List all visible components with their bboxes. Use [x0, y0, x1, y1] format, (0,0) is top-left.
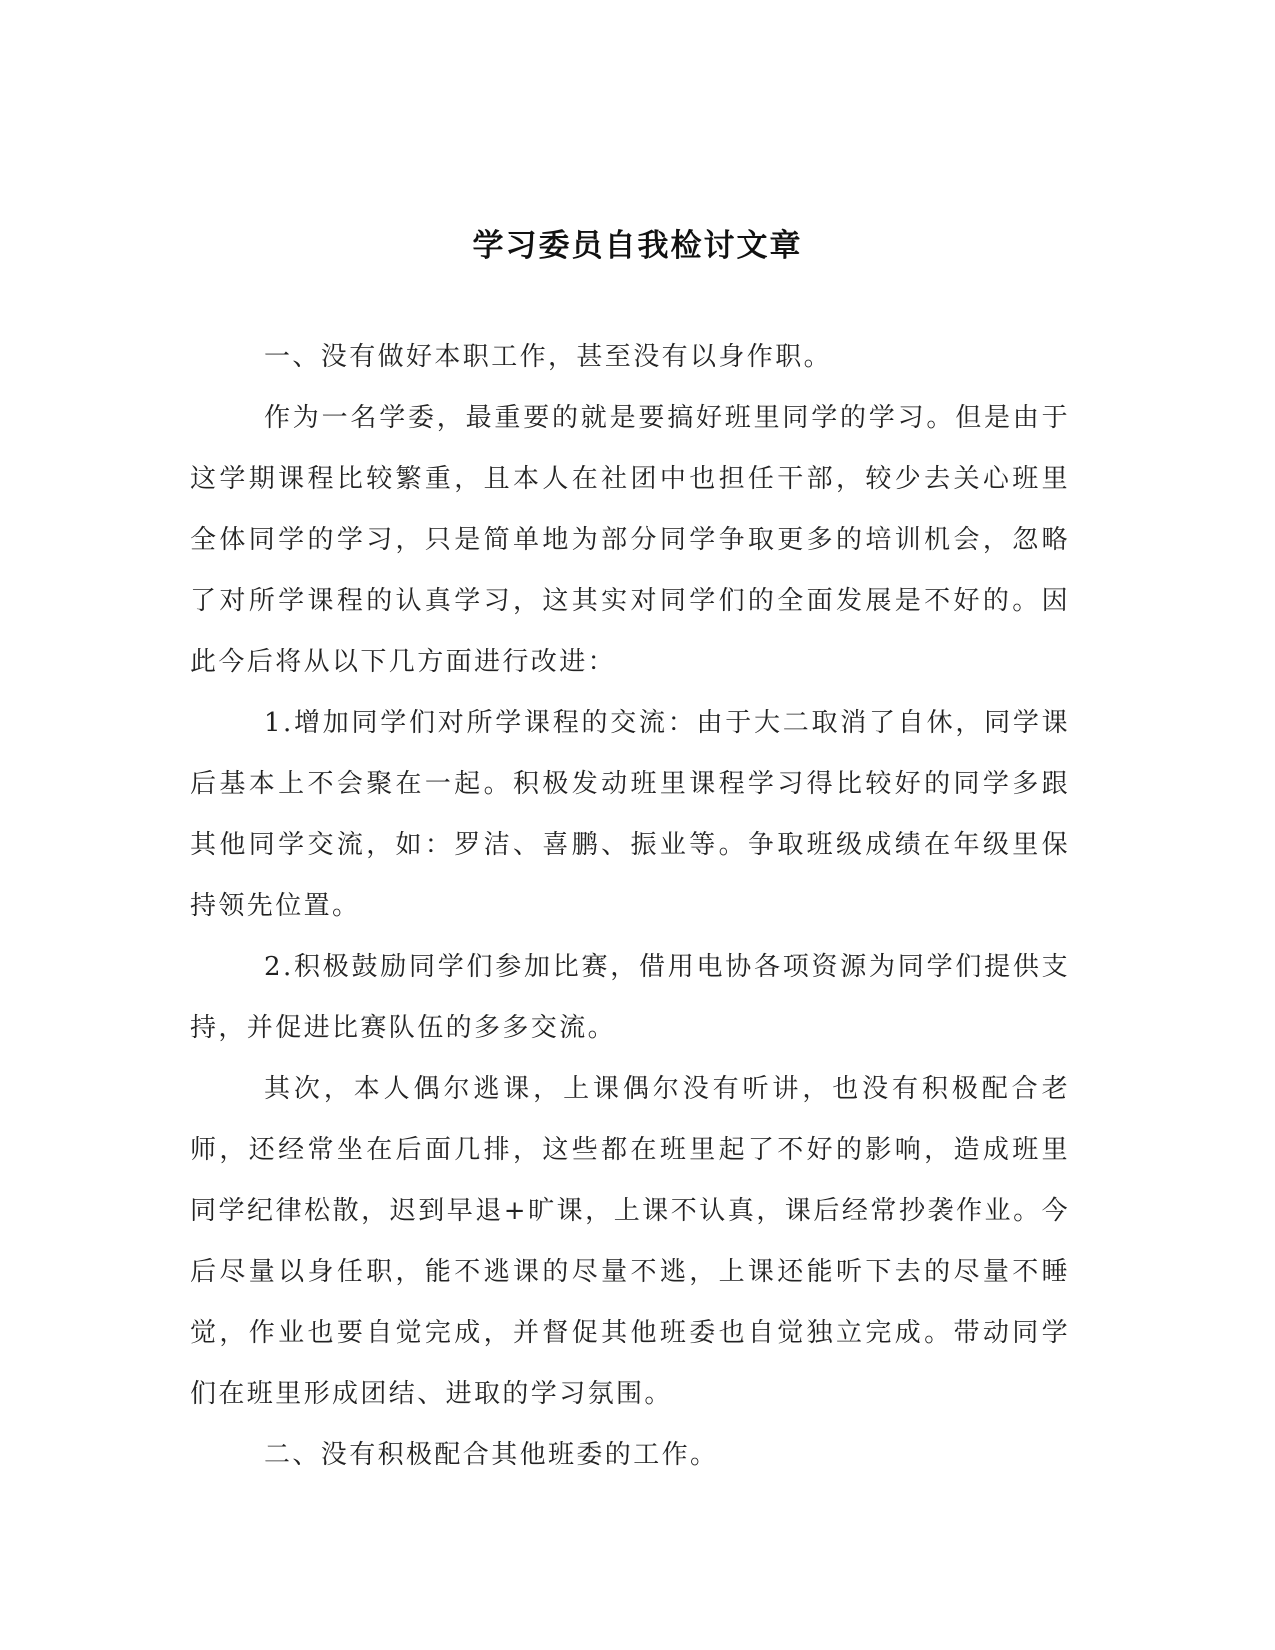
paragraph-secondly: 其次，本人偶尔逃课，上课偶尔没有听讲，也没有积极配合老师，还经常坐在后面几排，这些都在班里起了不好的影响，造成班里同学纪律松散，迟到早退+旷课，上课不认真，课后经常抄袭作业。今后尽量以身任职，能不逃课的尽量不逃，上课还能听下去的尽量不睡觉，作业也要自觉完成，并督促其他班委也自觉独立完成。带动同学们在班里形成团结、进取的学习氛围。 — [190, 1074, 1070, 1409]
paragraph-item-2: 2.积极鼓励同学们参加比赛，借用电协各项资源为同学们提供支持，并促进比赛队伍的多多交流。 — [190, 952, 1070, 1043]
paragraph-intro: 作为一名学委，最重要的就是要搞好班里同学的学习。但是由于这学期课程比较繁重，且本人在社团中也担任干部，较少去关心班里全体同学的学习，只是简单地为部分同学争取更多的培训机会，忽略了对所学课程的认真学习，这其实对同学们的全面发展是不好的。因此今后将从以下几方面进行改进： — [190, 403, 1070, 677]
section-heading-1: 一、没有做好本职工作，甚至没有以身作职。 — [264, 342, 833, 372]
paragraph-item-1: 1.增加同学们对所学课程的交流：由于大二取消了自休，同学课后基本上不会聚在一起。积极发动班里课程学习得比较好的同学多跟其他同学交流，如：罗洁、喜鹏、振业等。争取班级成绩在年级里保持领先位置。 — [190, 708, 1070, 921]
section-heading-2: 二、没有积极配合其他班委的工作。 — [264, 1440, 719, 1470]
document-body — [190, 327, 1070, 1486]
document-title: 学习委员自我检讨文章 — [472, 227, 803, 264]
